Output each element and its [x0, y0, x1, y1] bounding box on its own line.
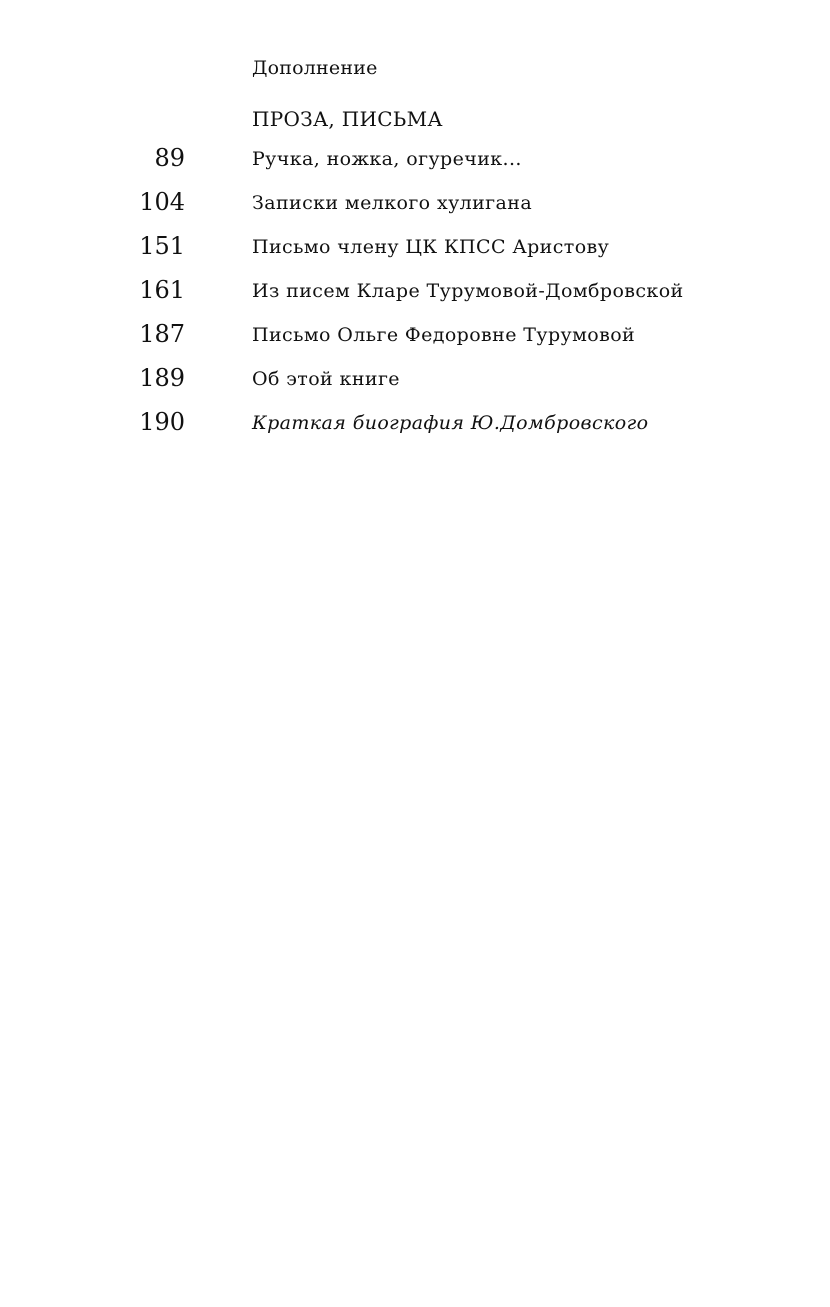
toc-entry[interactable]: [0, 364, 830, 408]
toc-page-number: 190: [139, 408, 185, 436]
toc-list: [0, 144, 830, 452]
toc-entry[interactable]: [0, 320, 830, 364]
toc-title[interactable]: Краткая биография Ю.Домбровского: [252, 412, 649, 434]
toc-page-number: 151: [139, 232, 185, 260]
toc-entry[interactable]: [0, 232, 830, 276]
toc-entry[interactable]: [0, 144, 830, 188]
toc-page-number: 161: [139, 276, 185, 304]
toc-title[interactable]: Письмо члену ЦК КПСС Аристову: [252, 236, 610, 258]
section-heading: ПРОЗА, ПИСЬМА: [252, 107, 443, 131]
toc-entry[interactable]: [0, 408, 830, 452]
section-label: Дополнение: [252, 57, 378, 79]
toc-title[interactable]: Записки мелкого хулигана: [252, 192, 533, 214]
toc-title[interactable]: Ручка, ножка, огуречик...: [252, 148, 522, 170]
toc-page-number: 187: [139, 320, 185, 348]
toc-title[interactable]: Об этой книге: [252, 368, 400, 390]
toc-page-number: 104: [139, 188, 185, 216]
toc-title[interactable]: Письмо Ольге Федоровне Турумовой: [252, 324, 636, 346]
toc-page-number: 89: [154, 144, 185, 172]
toc-entry[interactable]: [0, 188, 830, 232]
toc-entry[interactable]: [0, 276, 830, 320]
toc-page-number: 189: [139, 364, 185, 392]
toc-title[interactable]: Из писем Кларе Турумовой-Домбровской: [252, 280, 684, 302]
